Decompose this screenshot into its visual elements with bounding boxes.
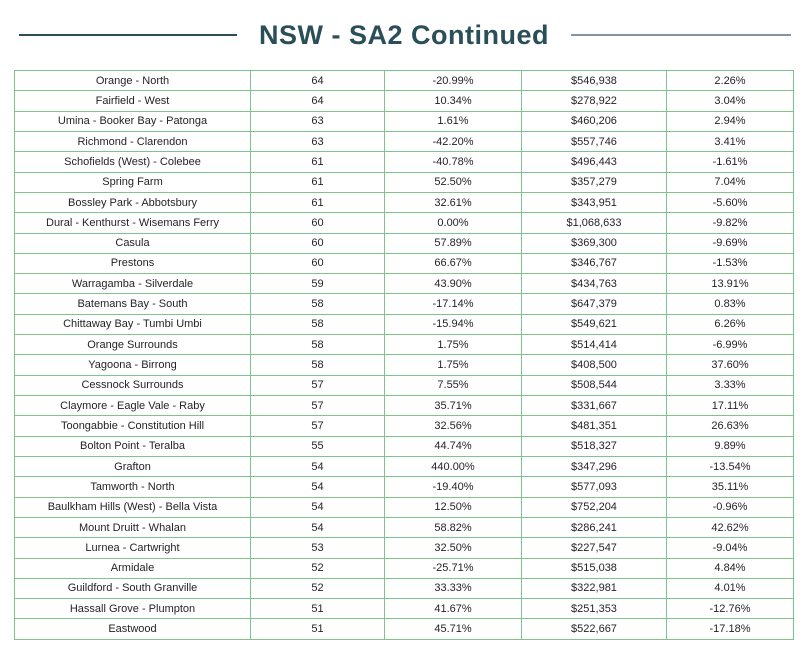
suburb-cell: Schofields (West) - Colebee [15, 152, 251, 172]
growth-pct-cell: 3.33% [667, 375, 794, 395]
suburb-cell: Cessnock Surrounds [15, 375, 251, 395]
change-pct-cell: 32.50% [385, 538, 522, 558]
table-row [15, 233, 794, 253]
table-row [15, 517, 794, 537]
score-cell: 60 [251, 233, 385, 253]
price-cell: $508,544 [522, 375, 667, 395]
suburb-cell: Bolton Point - Teralba [15, 436, 251, 456]
growth-pct-cell: -9.69% [667, 233, 794, 253]
table-row [15, 497, 794, 517]
table-row [15, 599, 794, 619]
table-row [15, 456, 794, 476]
price-cell: $522,667 [522, 619, 667, 640]
score-cell: 58 [251, 294, 385, 314]
suburb-cell: Yagoona - Birrong [15, 355, 251, 375]
price-cell: $346,767 [522, 253, 667, 273]
growth-pct-cell: 35.11% [667, 477, 794, 497]
growth-pct-cell: -1.61% [667, 152, 794, 172]
score-cell: 58 [251, 355, 385, 375]
suburb-cell: Bossley Park - Abbotsbury [15, 192, 251, 212]
score-cell: 57 [251, 416, 385, 436]
price-cell: $549,621 [522, 314, 667, 334]
price-cell: $518,327 [522, 436, 667, 456]
title-rule-right [571, 34, 791, 36]
change-pct-cell: 33.33% [385, 578, 522, 598]
change-pct-cell: 7.55% [385, 375, 522, 395]
suburb-cell: Mount Druitt - Whalan [15, 517, 251, 537]
change-pct-cell: 0.00% [385, 213, 522, 233]
change-pct-cell: 1.75% [385, 335, 522, 355]
change-pct-cell: 10.34% [385, 91, 522, 111]
growth-pct-cell: 9.89% [667, 436, 794, 456]
growth-pct-cell: -5.60% [667, 192, 794, 212]
growth-pct-cell: 2.94% [667, 111, 794, 131]
change-pct-cell: -19.40% [385, 477, 522, 497]
score-cell: 60 [251, 213, 385, 233]
price-cell: $227,547 [522, 538, 667, 558]
change-pct-cell: 32.61% [385, 192, 522, 212]
page-title: NSW - SA2 Continued [259, 19, 549, 50]
change-pct-cell: -15.94% [385, 314, 522, 334]
change-pct-cell: 32.56% [385, 416, 522, 436]
suburb-cell: Eastwood [15, 619, 251, 640]
price-cell: $251,353 [522, 599, 667, 619]
suburb-cell: Spring Farm [15, 172, 251, 192]
page-header [0, 12, 810, 58]
growth-pct-cell: 7.04% [667, 172, 794, 192]
price-cell: $408,500 [522, 355, 667, 375]
suburb-cell: Casula [15, 233, 251, 253]
score-cell: 54 [251, 456, 385, 476]
price-cell: $434,763 [522, 274, 667, 294]
growth-pct-cell: -0.96% [667, 497, 794, 517]
score-cell: 54 [251, 497, 385, 517]
score-cell: 53 [251, 538, 385, 558]
suburb-cell: Lurnea - Cartwright [15, 538, 251, 558]
score-cell: 63 [251, 131, 385, 151]
change-pct-cell: 41.67% [385, 599, 522, 619]
suburb-cell: Toongabbie - Constitution Hill [15, 416, 251, 436]
change-pct-cell: -40.78% [385, 152, 522, 172]
suburb-cell: Hassall Grove - Plumpton [15, 599, 251, 619]
suburb-cell: Armidale [15, 558, 251, 578]
suburb-cell: Chittaway Bay - Tumbi Umbi [15, 314, 251, 334]
growth-pct-cell: -1.53% [667, 253, 794, 273]
change-pct-cell: 12.50% [385, 497, 522, 517]
score-cell: 59 [251, 274, 385, 294]
growth-pct-cell: -13.54% [667, 456, 794, 476]
suburb-cell: Guildford - South Granville [15, 578, 251, 598]
table-row [15, 619, 794, 640]
price-cell: $331,667 [522, 396, 667, 416]
suburb-cell: Prestons [15, 253, 251, 273]
score-cell: 60 [251, 253, 385, 273]
change-pct-cell: -17.14% [385, 294, 522, 314]
price-cell: $278,922 [522, 91, 667, 111]
score-cell: 58 [251, 314, 385, 334]
score-cell: 54 [251, 477, 385, 497]
score-cell: 54 [251, 517, 385, 537]
table-row [15, 294, 794, 314]
change-pct-cell: 1.61% [385, 111, 522, 131]
table-row [15, 71, 794, 91]
table-row [15, 253, 794, 273]
growth-pct-cell: 4.84% [667, 558, 794, 578]
score-cell: 57 [251, 375, 385, 395]
price-cell: $496,443 [522, 152, 667, 172]
table-row [15, 314, 794, 334]
suburb-cell: Fairfield - West [15, 91, 251, 111]
title-rule-left [19, 34, 237, 36]
change-pct-cell: 440.00% [385, 456, 522, 476]
growth-pct-cell: -12.76% [667, 599, 794, 619]
score-cell: 61 [251, 152, 385, 172]
score-cell: 63 [251, 111, 385, 131]
table-row [15, 91, 794, 111]
table-row [15, 213, 794, 233]
change-pct-cell: 66.67% [385, 253, 522, 273]
suburb-cell: Claymore - Eagle Vale - Raby [15, 396, 251, 416]
score-cell: 57 [251, 396, 385, 416]
change-pct-cell: 35.71% [385, 396, 522, 416]
table-body [15, 71, 794, 640]
score-cell: 51 [251, 619, 385, 640]
change-pct-cell: 44.74% [385, 436, 522, 456]
price-cell: $514,414 [522, 335, 667, 355]
suburb-cell: Dural - Kenthurst - Wisemans Ferry [15, 213, 251, 233]
price-cell: $577,093 [522, 477, 667, 497]
change-pct-cell: -25.71% [385, 558, 522, 578]
growth-pct-cell: 42.62% [667, 517, 794, 537]
price-cell: $347,296 [522, 456, 667, 476]
score-cell: 55 [251, 436, 385, 456]
change-pct-cell: 43.90% [385, 274, 522, 294]
growth-pct-cell: -9.04% [667, 538, 794, 558]
score-cell: 64 [251, 91, 385, 111]
change-pct-cell: -20.99% [385, 71, 522, 91]
price-cell: $369,300 [522, 233, 667, 253]
table-row [15, 335, 794, 355]
score-cell: 61 [251, 172, 385, 192]
suburb-cell: Orange - North [15, 71, 251, 91]
score-cell: 58 [251, 335, 385, 355]
table-row [15, 274, 794, 294]
suburb-cell: Baulkham Hills (West) - Bella Vista [15, 497, 251, 517]
table-row [15, 396, 794, 416]
price-cell: $1,068,633 [522, 213, 667, 233]
price-cell: $546,938 [522, 71, 667, 91]
table-row [15, 578, 794, 598]
suburb-cell: Grafton [15, 456, 251, 476]
growth-pct-cell: 0.83% [667, 294, 794, 314]
growth-pct-cell: -9.82% [667, 213, 794, 233]
suburb-cell: Orange Surrounds [15, 335, 251, 355]
table-row [15, 192, 794, 212]
suburb-cell: Warragamba - Silverdale [15, 274, 251, 294]
growth-pct-cell: 2.26% [667, 71, 794, 91]
suburb-cell: Richmond - Clarendon [15, 131, 251, 151]
table-row [15, 131, 794, 151]
sa2-data-table [14, 70, 794, 640]
suburb-cell: Batemans Bay - South [15, 294, 251, 314]
price-cell: $322,981 [522, 578, 667, 598]
price-cell: $481,351 [522, 416, 667, 436]
change-pct-cell: 57.89% [385, 233, 522, 253]
table-row [15, 558, 794, 578]
price-cell: $515,038 [522, 558, 667, 578]
score-cell: 64 [251, 71, 385, 91]
price-cell: $357,279 [522, 172, 667, 192]
growth-pct-cell: -6.99% [667, 335, 794, 355]
price-cell: $647,379 [522, 294, 667, 314]
table-row [15, 477, 794, 497]
score-cell: 52 [251, 578, 385, 598]
table-row [15, 416, 794, 436]
price-cell: $557,746 [522, 131, 667, 151]
change-pct-cell: 58.82% [385, 517, 522, 537]
table-row [15, 436, 794, 456]
change-pct-cell: 1.75% [385, 355, 522, 375]
table-row [15, 355, 794, 375]
table-row [15, 375, 794, 395]
score-cell: 61 [251, 192, 385, 212]
growth-pct-cell: 37.60% [667, 355, 794, 375]
change-pct-cell: 45.71% [385, 619, 522, 640]
growth-pct-cell: 4.01% [667, 578, 794, 598]
growth-pct-cell: 3.04% [667, 91, 794, 111]
suburb-cell: Umina - Booker Bay - Patonga [15, 111, 251, 131]
price-cell: $460,206 [522, 111, 667, 131]
growth-pct-cell: 13.91% [667, 274, 794, 294]
price-cell: $286,241 [522, 517, 667, 537]
table-row [15, 152, 794, 172]
growth-pct-cell: 26.63% [667, 416, 794, 436]
price-cell: $343,951 [522, 192, 667, 212]
table-row [15, 538, 794, 558]
table-row [15, 111, 794, 131]
growth-pct-cell: -17.18% [667, 619, 794, 640]
price-cell: $752,204 [522, 497, 667, 517]
change-pct-cell: -42.20% [385, 131, 522, 151]
growth-pct-cell: 3.41% [667, 131, 794, 151]
score-cell: 51 [251, 599, 385, 619]
score-cell: 52 [251, 558, 385, 578]
growth-pct-cell: 6.26% [667, 314, 794, 334]
table-row [15, 172, 794, 192]
suburb-cell: Tamworth - North [15, 477, 251, 497]
growth-pct-cell: 17.11% [667, 396, 794, 416]
change-pct-cell: 52.50% [385, 172, 522, 192]
